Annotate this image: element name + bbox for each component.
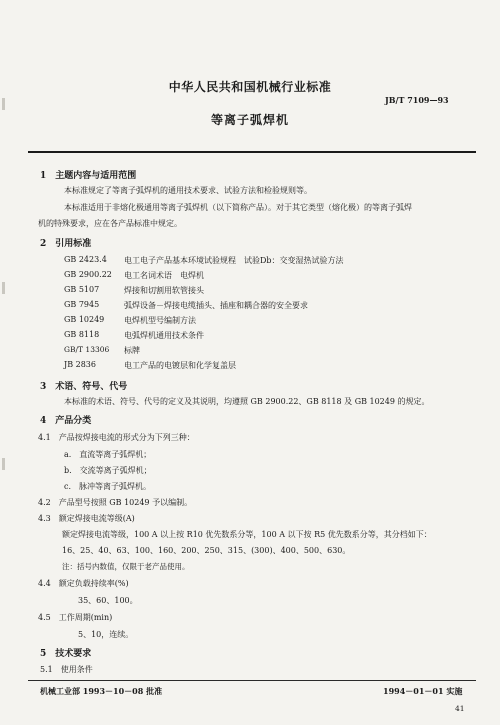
- clause-4-3-values: 16、25、40、63、100、160、200、250、315、(300)、400、500、630。: [62, 546, 351, 555]
- reference-title: 电工电子产品基本环境试验规程 试验Db：交变湿热试验方法: [124, 256, 344, 265]
- clause-4-3-paragraph: 额定焊接电流等级，100 A 以上按 R10 优先数系分等，100 A 以下按 R5 优先数系分等，其分档如下：: [62, 530, 432, 539]
- binding-mark: [2, 458, 5, 470]
- footer-divider: [28, 680, 476, 681]
- reference-title: 焊接和切割用软管接头: [124, 286, 204, 295]
- reference-code: GB/T 13306: [64, 345, 110, 354]
- section-1-paragraph-2-line-2: 机的特殊要求，应在各产品标准中规定。: [38, 219, 182, 228]
- approval-note: 机械工业部 1993－10－08 批准: [40, 686, 163, 696]
- reference-code: GB 10249: [64, 315, 105, 324]
- header-divider: [28, 151, 476, 153]
- clause-4-5-values: 5、10，连续。: [78, 630, 134, 639]
- reference-title: 标牌: [124, 346, 140, 355]
- reference-title: 弧焊设备－焊接电缆插头、插座和耦合器的安全要求: [124, 301, 308, 310]
- section-2-heading: 2 引用标准: [40, 239, 92, 249]
- clause-4-3: 4.3 额定焊接电流等级(A): [38, 514, 135, 523]
- clause-4-5: 4.5 工作周期(min): [38, 613, 113, 622]
- clause-5-1: 5.1 使用条件: [40, 665, 93, 674]
- standard-org-title: 中华人民共和国机械行业标准: [168, 80, 332, 94]
- clause-4-3-note: 注：括号内数值，仅限于老产品使用。: [62, 562, 190, 571]
- reference-code: GB 2423.4: [64, 255, 107, 264]
- section-1-heading: 1 主题内容与适用范围: [40, 171, 137, 181]
- section-3-heading: 3 术语、符号、代号: [40, 382, 128, 392]
- clause-4-2: 4.2 产品型号按照 GB 10249 予以编制。: [38, 498, 193, 507]
- reference-code: GB 5107: [64, 285, 100, 294]
- clause-4-4: 4.4 额定负载持续率(%): [38, 579, 129, 588]
- section-1-paragraph-1: 本标准规定了等离子弧焊机的通用技术要求、试验方法和检验规则等。: [64, 186, 312, 195]
- binding-mark: [2, 98, 5, 110]
- section-4-heading: 4 产品分类: [40, 416, 92, 426]
- section-1-paragraph-2-line-1: 本标准适用于非熔化极通用等离子弧焊机（以下简称产品）。对于其它类型（熔化极）的等离子弧焊: [64, 203, 412, 212]
- section-5-heading: 5 技术要求: [40, 649, 92, 659]
- clause-4-1-item-a: a. 直流等离子弧焊机；: [64, 450, 152, 459]
- clause-4-1: 4.1 产品按焊接电流的形式分为下列三种：: [38, 433, 195, 442]
- clause-4-1-item-c: c. 脉冲等离子弧焊机。: [64, 482, 152, 491]
- reference-title: 电工名词术语 电焊机: [124, 271, 204, 280]
- reference-code: JB 2836: [64, 360, 96, 369]
- page-number: 41: [455, 704, 465, 713]
- section-3-paragraph: 本标准的术语、符号、代号的定义及其说明，均遵照 GB 2900.22、GB 8118 及 GB 10249 的规定。: [64, 397, 430, 406]
- reference-code: GB 2900.22: [64, 270, 112, 279]
- reference-code: GB 7945: [64, 300, 100, 309]
- reference-title: 电弧焊机通用技术条件: [124, 331, 204, 340]
- standard-number: JB/T 7109—93: [385, 95, 449, 105]
- reference-title: 电焊机型号编制方法: [124, 316, 196, 325]
- clause-4-4-values: 35、60、100。: [78, 596, 138, 605]
- reference-title: 电工产品的电镀层和化学复盖层: [124, 361, 236, 370]
- document-title: 等离子弧焊机: [210, 113, 289, 127]
- binding-mark: [2, 282, 5, 294]
- effective-date-note: 1994－01－01 实施: [383, 686, 463, 696]
- clause-4-1-item-b: b. 交流等离子弧焊机；: [64, 466, 152, 475]
- reference-code: GB 8118: [64, 330, 100, 339]
